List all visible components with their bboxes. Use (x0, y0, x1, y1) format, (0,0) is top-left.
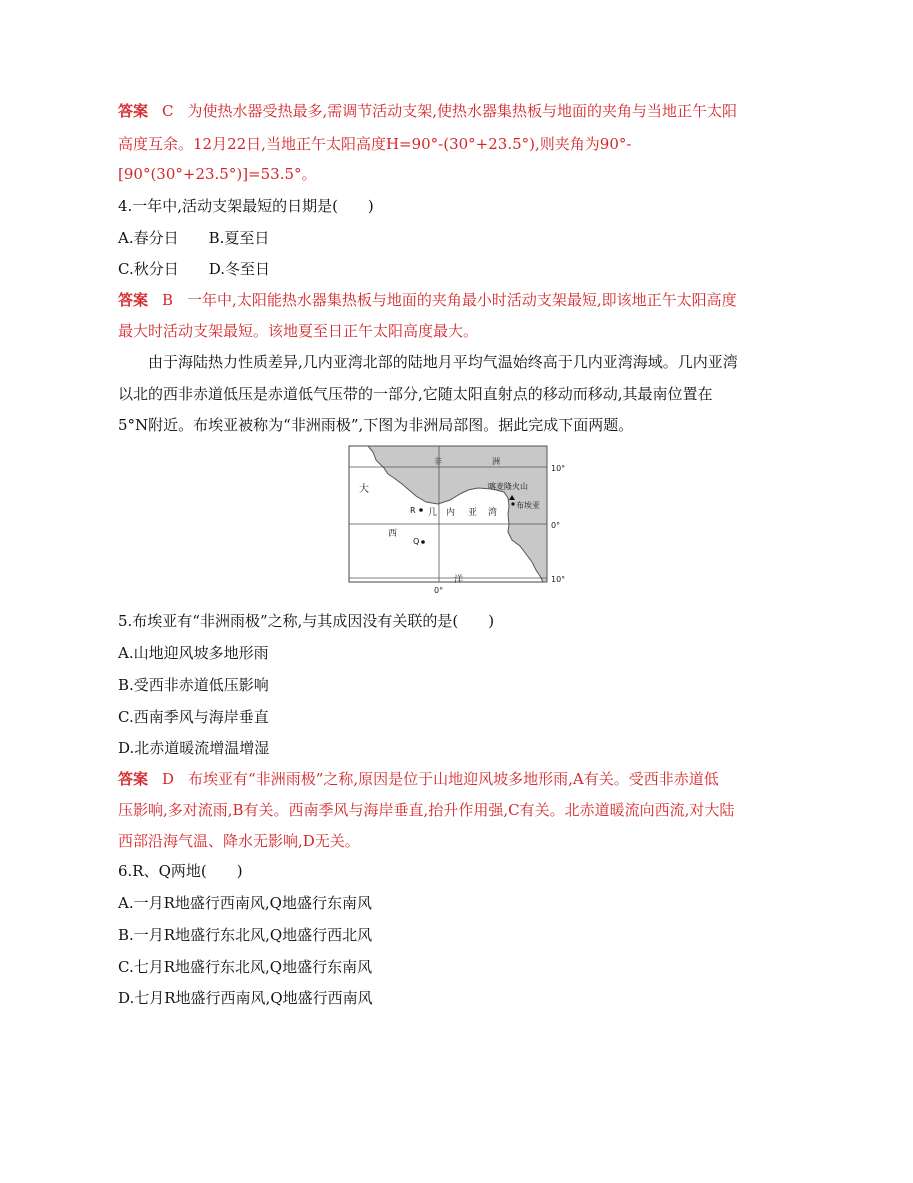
label-ocean-a: 大 (359, 484, 369, 495)
answer-4-text-1: 一年中,太阳能热水器集热板与地面的夹角最小时活动支架最短,即该地正午太阳高度 (187, 291, 737, 309)
label-ocean-b: 西 (388, 529, 398, 539)
answer-5-line-1 (118, 769, 719, 789)
question-5-option-d: D.北赤道暖流增温增湿 (118, 739, 270, 757)
question-4-stem: 4.一年中,活动支架最短的日期是( ) (118, 197, 374, 215)
answer-3-text-1: 为使热水器受热最多,需调节活动支架,使热水器集热板与地面的夹角与当地正午太阳 (187, 102, 738, 120)
option-a: A.春分日 (118, 229, 179, 247)
question-5-stem: 5.布埃亚有“非洲雨极”之称,与其成因没有关联的是( ) (118, 612, 495, 630)
lon-label-0: 0° (434, 586, 444, 594)
label-continent-b: 洲 (492, 457, 500, 466)
point-q-dot (421, 540, 425, 544)
question-6-option-a: A.一月R地盛行西南风,Q地盛行东南风 (118, 894, 372, 912)
question-5-option-b: B.受西非赤道低压影响 (118, 676, 269, 694)
africa-map (346, 444, 571, 594)
lat-label-10n: 10° (551, 464, 566, 473)
option-c: C.秋分日 (118, 260, 179, 278)
label-bay-b: 内 (446, 508, 456, 518)
label-bay-a: 几 (428, 508, 438, 518)
question-4-options-ab (118, 228, 269, 248)
answer-4-line-2: 最大时活动支架最短。该地夏至日正午太阳高度最大。 (118, 322, 479, 340)
question-6-option-d: D.七月R地盛行西南风,Q地盛行西南风 (118, 989, 373, 1007)
question-6-option-b: B.一月R地盛行东北风,Q地盛行西北风 (118, 926, 373, 944)
question-4-options-cd (118, 259, 270, 279)
question-5-option-a: A.山地迎风坡多地形雨 (118, 644, 269, 662)
answer-3-line-1 (118, 101, 737, 121)
answer-5-line-2: 压影响,多对流雨,B有关。西南季风与海岸垂直,抬升作用强,C有关。北赤道暖流向西流,对大陆 (118, 801, 735, 819)
answer-3-line-2: 高度互余。12月22日,当地正午太阳高度H=90°-(30°+23.5°),则夹角为90°- (118, 135, 632, 153)
option-b: B.夏至日 (208, 229, 270, 247)
mountain-label: 喀麦隆火山 (488, 482, 528, 491)
answer-3-line-3: [90°(30°+23.5°)]=53.5°。 (118, 165, 317, 183)
label-continent-a: 非 (434, 457, 442, 466)
answer-4-letter: B (162, 291, 174, 309)
answer-5-line-3: 西部沿海气温、降水无影响,D无关。 (118, 832, 360, 850)
label-bay-c: 亚 (468, 508, 478, 518)
lat-label-0: 0° (551, 521, 561, 530)
passage-line-2: 以北的西非赤道低压是赤道低气压带的一部分,它随太阳直射点的移动而移动,其最南位置在 (118, 385, 713, 403)
answer-5-text-1: 布埃亚有“非洲雨极”之称,原因是位于山地迎风坡多地形雨,A有关。受西非赤道低 (188, 770, 719, 788)
answer-4-line-1 (118, 290, 737, 310)
label-ocean-c: 洋 (454, 575, 464, 585)
option-d: D.冬至日 (208, 260, 270, 278)
city-label: 布埃亚 (516, 501, 540, 510)
point-q-label: Q (413, 537, 420, 546)
answer-5-letter: D (162, 770, 175, 788)
point-r-dot (419, 508, 423, 512)
question-5-option-c: C.西南季风与海岸垂直 (118, 708, 269, 726)
passage-line-1: 由于海陆热力性质差异,几内亚湾北部的陆地月平均气温始终高于几内亚湾海域。几内亚湾 (148, 353, 738, 371)
label-bay-d: 湾 (488, 508, 498, 518)
answer-3-letter: C (162, 102, 174, 120)
answer-5-label: 答案 (118, 770, 149, 788)
point-r-label: R (410, 506, 416, 515)
passage-line-3: 5°N附近。布埃亚被称为“非洲雨极”,下图为非洲局部图。据此完成下面两题。 (118, 416, 634, 434)
answer-3-label: 答案 (118, 102, 149, 120)
question-6-stem: 6.R、Q两地( ) (118, 862, 243, 880)
question-6-option-c: C.七月R地盛行东北风,Q地盛行东南风 (118, 958, 373, 976)
answer-4-label: 答案 (118, 291, 149, 309)
lat-label-10s: 10° (551, 575, 566, 584)
city-dot-icon (511, 502, 514, 505)
